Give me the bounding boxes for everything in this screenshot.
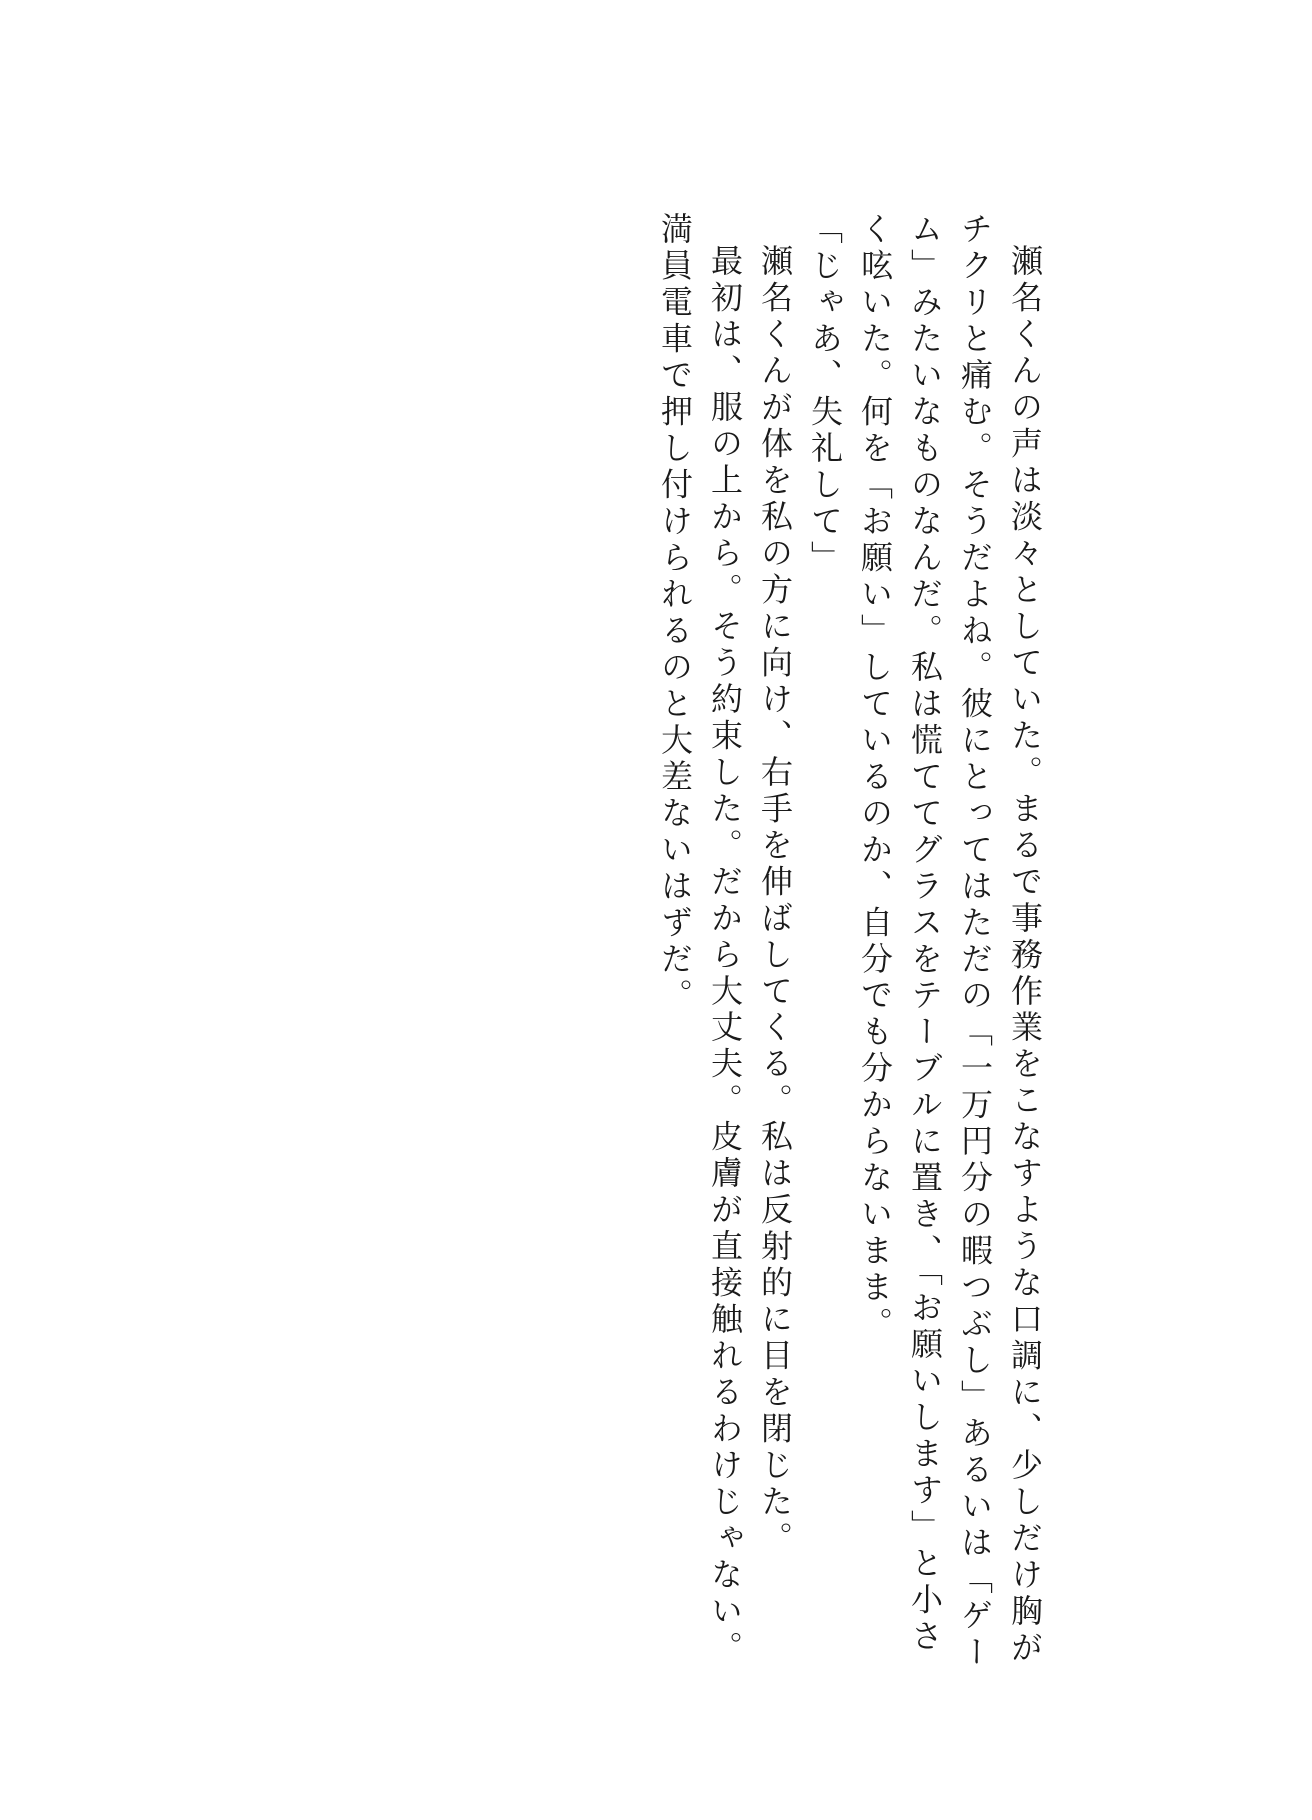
vertical-text-body xyxy=(650,212,1050,1672)
paragraph-1: 瀬名くんの声は淡々としていた。まるで事務作業をこなすような口調に、少しだけ胸がチクリと痛む。そうだよね。彼にとってはただの「一万円分の暇つぶし」あるいは「ゲーム」みたいなものなんだ。私は慌ててグラスをテーブルに置き、「お願いします」と小さく呟いた。何を「お願い」しているのか、自分でも分からないまま。 xyxy=(856,212,1044,1672)
paragraph-3: 最初は、服の上から。そう約束した。だから大丈夫。皮膚が直接触れるわけじゃない。満員電車で押し付けられるのと大差ないはずだ。 xyxy=(656,212,744,1667)
dialogue-line: 「じゃあ、失礼して」 xyxy=(806,212,844,577)
paragraph-2: 瀬名くんが体を私の方に向け、右手を伸ばしてくる。私は反射的に目を閉じた。 xyxy=(756,244,794,1558)
